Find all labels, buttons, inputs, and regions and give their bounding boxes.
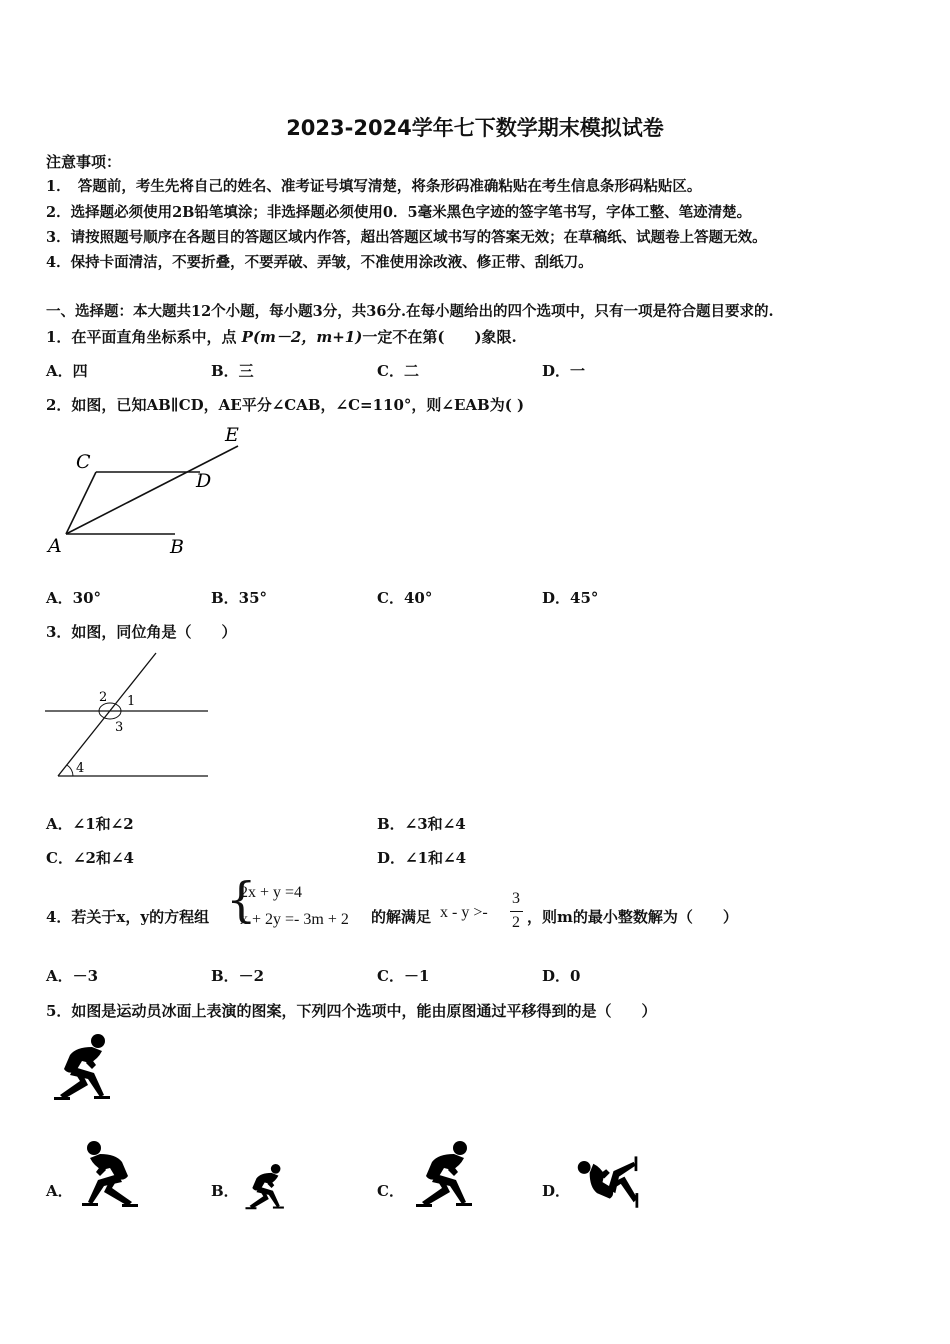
option-b-skater-image[interactable]: [240, 1163, 288, 1213]
question-5-option-c[interactable]: C．: [377, 1182, 404, 1200]
question-1-option-b[interactable]: B．三: [211, 362, 254, 380]
angle-4-label: 4: [76, 761, 85, 776]
question-2-option-a[interactable]: A．30°: [46, 589, 102, 607]
option-d-skater-image[interactable]: [572, 1150, 644, 1216]
question-4-mid: 的解满足: [371, 908, 432, 926]
question-3-option-d[interactable]: D．∠1和∠4: [377, 849, 467, 867]
label-e: E: [225, 424, 239, 446]
label-b: B: [170, 536, 184, 558]
notice-item: 4．保持卡面清洁，不要折叠，不要弄破、弄皱，不准使用涂改液、修正带、刮纸刀。: [46, 254, 593, 271]
question-4-option-b[interactable]: B．－2: [211, 967, 265, 985]
question-3-stem: 3．如图，同位角是（ ）: [46, 623, 237, 641]
angle-1-label: 1: [127, 694, 136, 709]
option-c-skater-image[interactable]: [408, 1140, 478, 1212]
question-5-option-b[interactable]: B．: [211, 1182, 239, 1200]
segment-ac: [66, 472, 96, 534]
question-1-option-a[interactable]: A．四: [46, 362, 88, 380]
question-5-stem: 5．如图是运动员冰面上表演的图案，下列四个选项中，能由原图通过平移得到的是（ ）: [46, 1002, 657, 1020]
notice-item: 1． 答题前，考生先将自己的姓名、准考证号填写清楚，将条形码准确粘贴在考生信息条形码粘贴区。: [46, 178, 702, 195]
question-1-point: P(m－2，m+1): [241, 328, 363, 346]
question-1-post: 一定不在第( )象限.: [362, 328, 517, 346]
notice-item: 3．请按照题号顺序在各题目的答题区域内作答，超出答题区域书写的答案无效；在草稿纸、试题卷上答题无效。: [46, 229, 767, 246]
question-2-option-c[interactable]: C．40°: [377, 589, 433, 607]
question-4-option-c[interactable]: C．－1: [377, 967, 430, 985]
question-3-option-b[interactable]: B．∠3和∠4: [377, 815, 466, 833]
question-4-post: ，则m的最小整数解为（ ）: [527, 908, 738, 926]
question-1-option-c[interactable]: C．二: [377, 362, 419, 380]
question-5-option-d[interactable]: D．: [542, 1182, 571, 1200]
question-1-option-d[interactable]: D．一: [542, 362, 586, 380]
equation-2: x + 2y =- 3m + 2: [240, 911, 349, 928]
label-a: A: [48, 535, 62, 557]
system-brace: {: [226, 872, 257, 928]
inequality: x - y >-: [440, 904, 488, 921]
fraction-bar: [510, 911, 523, 912]
question-4-pre: 4．若关于x，y的方程组: [46, 908, 210, 926]
fraction-denominator: 2: [512, 914, 520, 931]
question-5-option-a[interactable]: A．: [46, 1182, 73, 1200]
notice-heading: 注意事项：: [46, 153, 122, 171]
angle-4-arc: [67, 765, 73, 776]
question-3-option-c[interactable]: C．∠2和∠4: [46, 849, 134, 867]
equation-1: 2x + y =4: [240, 884, 303, 901]
original-skater-image: [46, 1033, 116, 1105]
question-3-figure: [40, 645, 220, 785]
notice-item: 2．选择题必须使用2B铅笔填涂；非选择题必须使用0．5毫米黑色字迹的签字笔书写，字体工整、笔迹清楚。: [46, 204, 752, 221]
label-d: D: [196, 470, 212, 492]
angle-2-label: 2: [99, 690, 108, 705]
question-3-option-a[interactable]: A．∠1和∠2: [46, 815, 134, 833]
label-c: C: [76, 451, 91, 473]
section-heading: 一、选择题：本大题共12个小题，每小题3分，共36分.在每小题给出的四个选项中，只有一项是符合题目要求的.: [46, 303, 774, 320]
question-4-option-a[interactable]: A．－3: [46, 967, 99, 985]
angle-3-label: 3: [115, 720, 124, 735]
question-4-option-d[interactable]: D．0: [542, 967, 581, 985]
question-1-stem: [46, 328, 517, 346]
transversal: [58, 653, 156, 776]
segment-ae: [66, 446, 238, 534]
option-a-skater-image[interactable]: [76, 1140, 146, 1212]
question-2-option-b[interactable]: B．35°: [211, 589, 268, 607]
question-2-figure: [40, 420, 260, 560]
page-title: 2023-2024学年七下数学期末模拟试卷: [286, 116, 664, 140]
question-2-stem: 2．如图，已知AB∥CD，AE平分∠CAB，∠C=110°，则∠EAB为( ): [46, 396, 525, 414]
fraction-numerator: 3: [512, 890, 520, 907]
question-2-option-d[interactable]: D．45°: [542, 589, 599, 607]
question-1-pre: 1．在平面直角坐标系中，点: [46, 328, 242, 346]
